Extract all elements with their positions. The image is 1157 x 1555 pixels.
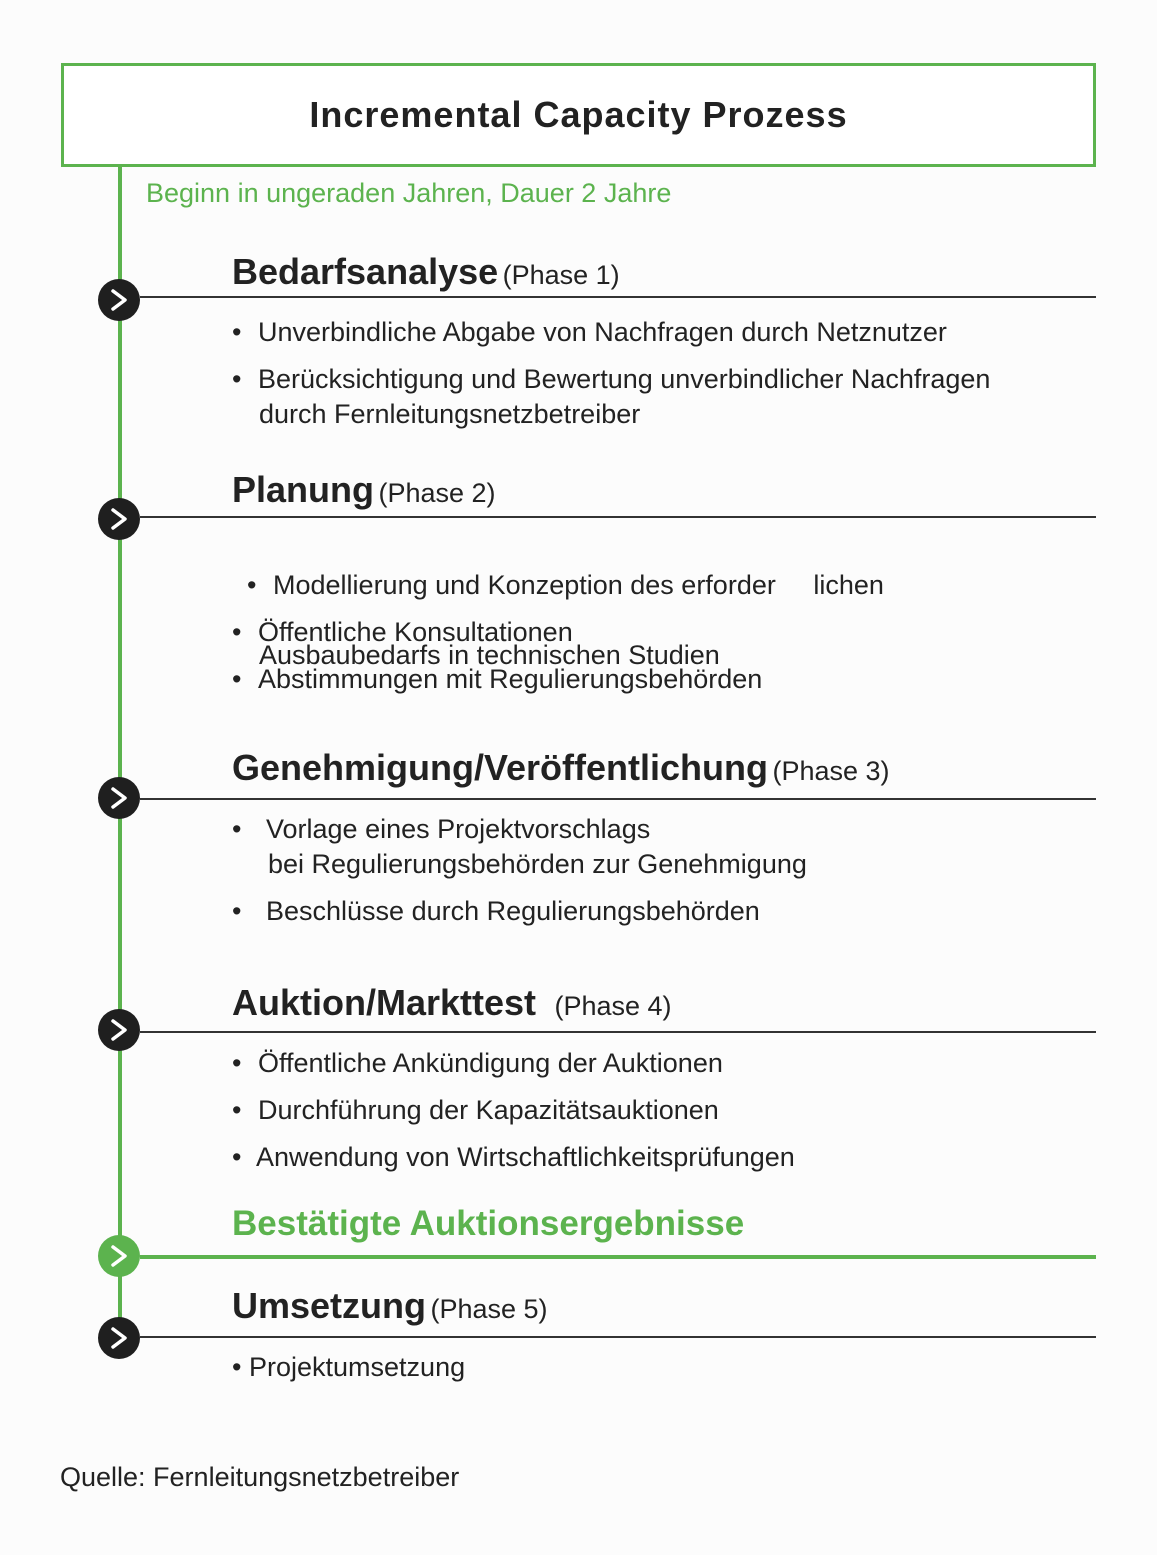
phase-4-bullet-3: • Anwendung von Wirtschaftlichkeitsprüfungen — [232, 1142, 795, 1172]
phase-3-rule — [140, 798, 1096, 800]
phase-4-rule — [140, 1031, 1096, 1033]
phase-4-bullet-2: • Durchführung der Kapazitätsauktionen — [232, 1095, 719, 1125]
chevron-right-icon — [98, 1317, 140, 1359]
phase-3-bullet-2: • Beschlüsse durch Regulierungsbehörden — [232, 896, 760, 926]
phase-3-heading — [232, 747, 890, 788]
chevron-right-icon — [98, 1235, 140, 1277]
timeline-line — [118, 166, 122, 1338]
phase-2-rule — [140, 516, 1096, 518]
milestone-label: Bestätigte Auktionsergebnisse — [232, 1204, 745, 1243]
phase-3-bullet-1: • Vorlage eines Projektvorschlags bei Regulierungsbehörden zur Genehmigung — [232, 814, 807, 879]
milestone-rule — [140, 1255, 1096, 1259]
phase-4-bullet-1: • Öffentliche Ankündigung der Auktionen — [232, 1048, 723, 1078]
phase-4-label: (Phase 4) — [554, 991, 672, 1021]
phase-4-name: Auktion/Markttest — [232, 982, 537, 1023]
chevron-right-icon — [98, 1009, 140, 1051]
phase-3-marker — [98, 777, 140, 819]
phase-5-label: (Phase 5) — [430, 1294, 548, 1324]
phase-5-rule — [140, 1336, 1096, 1338]
phase-4-heading — [232, 982, 672, 1023]
source-note: Quelle: Fernleitungsnetzbetreiber — [60, 1462, 460, 1492]
phase-4-marker — [98, 1009, 140, 1051]
phase-2-name: Planung — [232, 469, 374, 510]
milestone-marker — [98, 1235, 140, 1277]
phase-5-bullet-1: • Projektumsetzung — [232, 1352, 466, 1382]
timeline-subtitle: Beginn in ungeraden Jahren, Dauer 2 Jahre — [146, 178, 672, 208]
phase-2-heading — [232, 469, 496, 510]
chevron-right-icon — [98, 279, 140, 321]
phase-1-label: (Phase 1) — [502, 260, 620, 290]
phase-2-bullet-1: • Modellierung und Konzeption des erforder lichen Ausbaubedarfs in technischen Studien — [247, 570, 884, 670]
phase-5-heading — [232, 1285, 548, 1326]
phase-2-bullet-3: • Abstimmungen mit Regulierungsbehörden — [232, 664, 763, 694]
phase-3-label: (Phase 3) — [772, 756, 890, 786]
phase-5-marker — [98, 1317, 140, 1359]
phase-2-marker — [98, 498, 140, 540]
phase-3-name: Genehmigung/Veröffentlichung — [232, 747, 769, 788]
chevron-right-icon — [98, 777, 140, 819]
phase-5-name: Umsetzung — [232, 1285, 427, 1326]
phase-1-bullet-1: • Unverbindliche Abgabe von Nachfragen durch Netznutzer — [232, 317, 947, 347]
phase-1-heading — [232, 251, 620, 292]
phase-1-bullet-2: • Berücksichtigung und Bewertung unverbindlicher Nachfragen durch Fernleitungsnetzbetreiber — [232, 364, 991, 429]
chevron-right-icon — [98, 498, 140, 540]
page-title: Incremental Capacity Prozess — [309, 94, 848, 135]
title-box — [61, 63, 1096, 167]
phase-1-rule — [140, 296, 1096, 298]
phase-1-name: Bedarfsanalyse — [232, 251, 499, 292]
phase-2-label: (Phase 2) — [378, 478, 496, 508]
phase-1-marker — [98, 279, 140, 321]
phase-2-bullet-2: • Öffentliche Konsultationen — [232, 617, 573, 647]
